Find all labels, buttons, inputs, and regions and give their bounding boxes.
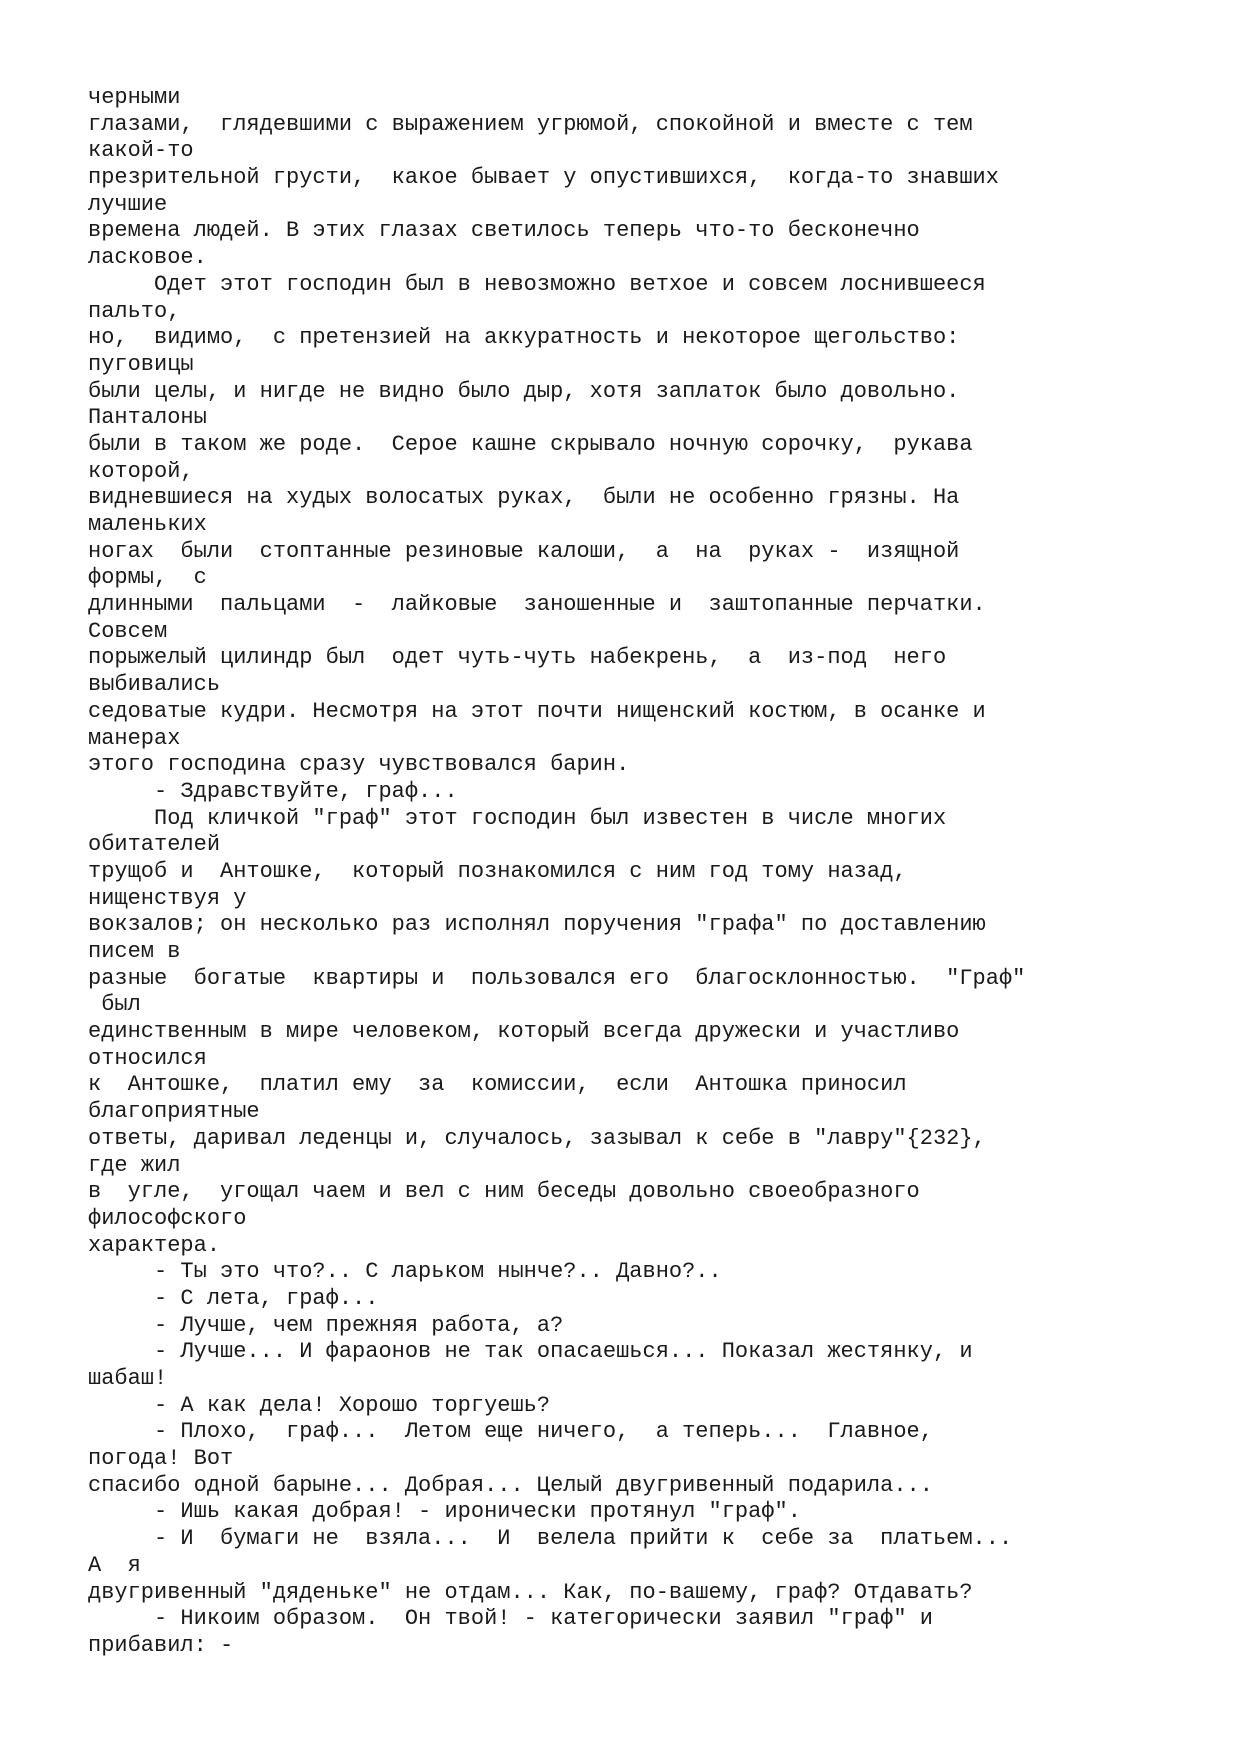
text-line: ласковое. [88,245,207,271]
text-line: - Здравствуйте, граф... [88,778,458,804]
text-line: спасибо одной барыне... Добрая... Целый двугривенный подарила... [88,1472,933,1498]
text-line: были в таком же роде. Серое кашне скрывало ночную сорочку, рукава [88,431,973,457]
text-line: - И бумаги не взяла... И велела прийти к себе за платьем... [88,1526,1013,1552]
text-line: Совсем [88,618,168,644]
text-line: - А как дела! Хорошо торгуешь? [88,1392,551,1418]
text-line: Панталоны [88,405,207,431]
text-line: выбивались [88,672,221,698]
text-line: погода! Вот [88,1446,234,1472]
text-line: ответы, даривал леденцы и, случалось, зазывал к себе в "лавру"{232}, [88,1125,986,1151]
text-line: которой, [88,458,194,484]
text-line: был [88,992,141,1018]
text-line: пуговицы [88,351,194,377]
document-text [88,85,1168,1686]
text-line: благоприятные [88,1099,260,1125]
text-line: пальто, [88,298,181,324]
text-line: характера. [88,1232,221,1258]
text-line: - Никоим образом. Он твой! - категорически заявил "граф" и [88,1606,933,1632]
text-line: вокзалов; он несколько раз исполнял поручения "графа" по доставлению [88,912,986,938]
text-line: писем в [88,939,181,964]
text-line: разные богатые квартиры и пользовался его благосклонностью. "Граф" [88,965,1026,991]
text-line: презрительной грусти, какое бывает у опустившихся, когда-то знавших [88,165,999,191]
text-line: но, видимо, с претензией на аккуратность и некоторое щегольство: [88,325,960,351]
text-line: - Ишь какая добрая! - иронически протянул "граф". [88,1499,801,1525]
text-line: трущоб и Антошке, который познакомился с ним год тому назад, [88,858,907,884]
text-line: к Антошке, платил ему за комиссии, если Антошка приносил [88,1072,907,1098]
text-line: манерах [88,725,181,751]
text-line: нищенствуя у [88,885,247,911]
text-line: прибавил: - [88,1632,234,1658]
text-line: - Ты это что?.. С ларьком нынче?.. Давно?.. [88,1259,722,1285]
text-line: глазами, глядевшими с выражением угрюмой, спокойной и вместе с тем [88,111,973,137]
text-line: единственным в мире человеком, который всегда дружески и участливо [88,1019,960,1045]
text-line: - Лучше, чем прежняя работа, а? [88,1312,564,1338]
text-line: формы, с [88,565,207,591]
text-line: седоватые кудри. Несмотря на этот почти нищенский костюм, в осанке и [88,698,986,724]
text-line: порыжелый цилиндр был одет чуть-чуть набекрень, а из-под него [88,645,947,671]
text-line: философского [88,1205,247,1231]
text-line: лучшие [88,191,168,217]
text-line: двугривенный "дяденьке" не отдам... Как, по-вашему, граф? Отдавать? [88,1579,973,1605]
text-line: А я [88,1552,141,1578]
text-line: Одет этот господин был в невозможно ветхое и совсем лоснившееся [88,271,986,297]
text-line: - С лета, граф... [88,1285,379,1311]
text-line [88,1660,1168,1687]
text-line: ногах были стоптанные резиновые калоши, а на руках - изящной [88,538,960,564]
text-line: какой-то [88,138,194,164]
text-line: обитателей [88,832,221,858]
text-line: этого господина сразу чувствовался барин. [88,752,630,778]
text-line: относился [88,1045,207,1071]
text-line: где жил [88,1152,181,1178]
text-line: были целы, и нигде не видно было дыр, хотя заплаток было довольно. [88,378,960,404]
text-line: в угле, угощал чаем и вел с ним беседы довольно своеобразного [88,1179,920,1205]
text-line: маленьких [88,512,207,537]
text-line: длинными пальцами - лайковые заношенные и заштопанные перчатки. [88,592,986,618]
text-line: - Плохо, граф... Летом еще ничего, а теперь... Главное, [88,1419,933,1445]
text-line: черными [88,85,181,110]
text-line: видневшиеся на худых волосатых руках, были не особенно грязны. На [88,485,960,511]
text-line: времена людей. В этих глазах светилось теперь что-то бесконечно [88,218,920,244]
text-line: шабаш! [88,1366,168,1391]
text-line: - Лучше... И фараонов не так опасаешься... Показал жестянку, и [88,1339,973,1365]
text-line: Под кличкой "граф" этот господин был известен в числе многих [88,805,947,831]
